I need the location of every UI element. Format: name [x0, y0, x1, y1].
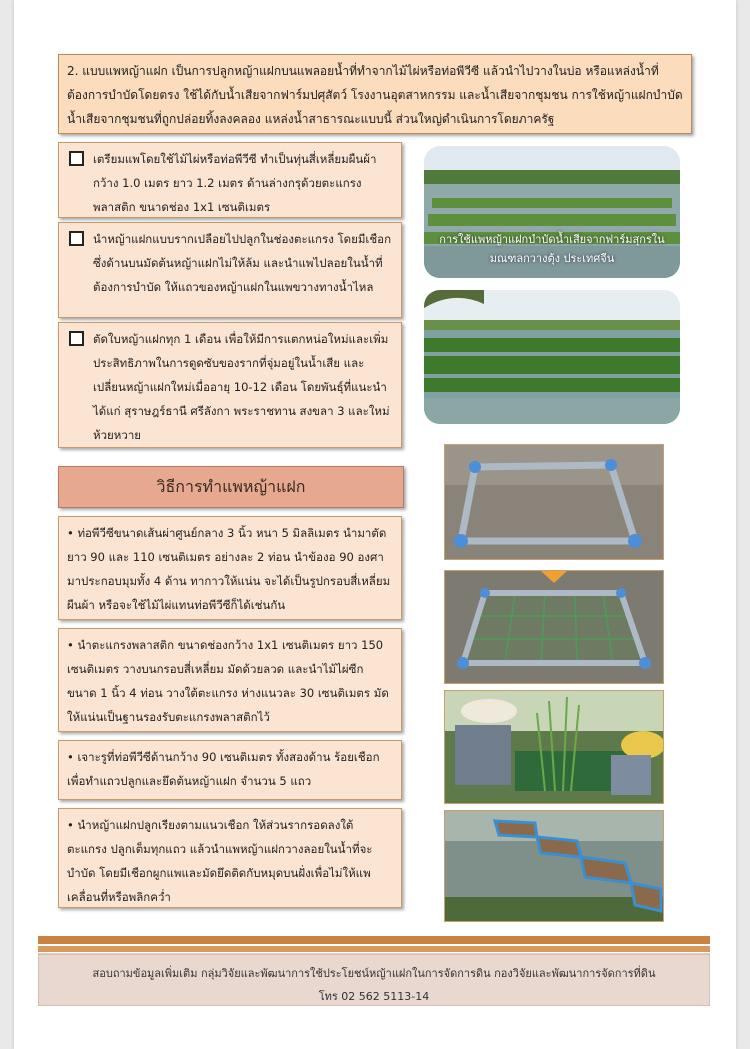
method-title: วิธีการทำแพหญ้าแฝก [58, 466, 404, 508]
floating-raft-photo [444, 810, 664, 922]
step-box [58, 740, 402, 800]
checklist-text: เตรียมแพโดยใช้ไม้ไผ่หรือท่อพีวีซี ทำเป็นทุ่นสี่เหลี่ยมผืนผ้า กว้าง 1.0 เมตร ยาว 1.2 เมตร ด้านล่างกรุด้วยตะแกรงพลาสติก ขนาดช่อง 1x1 เซนติเมตร [93, 152, 377, 214]
step-box [58, 516, 402, 620]
checklist-item [58, 142, 402, 218]
footer [38, 936, 710, 1006]
vetiver-pond-photo [424, 146, 680, 278]
step-box [58, 808, 402, 908]
photo-caption: การใช้แพหญ้าแฝกบำบัดน้ำเสียจากฟาร์มสุกรในมณฑลกวางตุ้ง ประเทศจีน [439, 233, 665, 265]
footer-text [38, 962, 710, 1008]
checkbox-icon [69, 231, 84, 246]
checkbox-icon [69, 151, 84, 166]
pvc-frame-photo [444, 444, 664, 560]
planting-photo [444, 690, 664, 804]
footer-phone-line: โทร 02 562 5113-14 [318, 990, 430, 1003]
vetiver-field-photo [424, 290, 680, 424]
intro-box [58, 54, 692, 134]
step-text: • เจาะรูที่ท่อพีวีซีด้านกว้าง 90 เซนติเมตร ทั้งสองด้าน ร้อยเชือกเพื่อทำแถวปลูกและยึดต้นหญ้าแฝก จำนวน 5 แถว [67, 750, 380, 788]
intro-text: 2. แบบแพหญ้าแฝก เป็นการปลูกหญ้าแฝกบนแพลอยน้ำที่ทำจากไม้ไผ่หรือท่อพีวีซี แล้วนำไปวางในบ่อ หรือแหล่งน้ำที่ต้องการบำบัดโดยตรง ใช้ได้กับน้ำเสียจากฟาร์มปศุสัตว์ โรงงานอุตสาหกรรม และน้ำเสียจากชุมชน การใช้หญ้าแฝกบำบัดน้ำเสียจากชุมชนที่ถูกปล่อยทิ้งลงคลอง แหล่งน้ำสาธารณะแบบนี้ ส่วนใหญ่ดำเนินการโดยภาครัฐ [67, 64, 683, 126]
checklist-text: นำหญ้าแฝกแบบรากเปลือยไปปลูกในช่องตะแกรง โดยมีเชือกซึ่งด้านบนมัดต้นหญ้าแฝกไม่ให้ล้ม และนำแพไปลอยในน้ำที่ต้องการบำบัด ให้แถวของหญ้าแฝกในแพขวางทางน้ำไหล [93, 232, 392, 294]
step-text: • ท่อพีวีซีขนาดเส้นผ่าศูนย์กลาง 3 นิ้ว หนา 5 มิลลิเมตร นำมาตัดยาว 90 และ 110 เซนติเมตร อย่างละ 2 ท่อน นำข้องอ 90 องศา มาประกอบมุมทั้ง 4 ด้าน ทากาวให้แน่น จะได้เป็นรูปกรอบสี่เหลี่ยมผืนผ้า หรือจะใช้ไม้ไผ่แทนท่อพีวีซีก็ได้เช่นกัน [67, 526, 391, 612]
step-box [58, 628, 402, 732]
step-text: • นำหญ้าแฝกปลูกเรียงตามแนวเชือก ให้ส่วนรากรอดลงใต้ตะแกรง ปลูกเต็มทุกแถว แล้วนำแพหญ้าแฝกวางลอยในน้ำที่จะบำบัด โดยมีเชือกผูกแพและมัดยึดติดกับหมุดบนฝั่งเพื่อไม่ให้แพเคลื่อนที่หรือพลิกคว่ำ [67, 818, 373, 904]
checklist-item [58, 222, 402, 318]
step-text: • นำตะแกรงพลาสติก ขนาดช่องกว้าง 1x1 เซนติเมตร ยาว 150 เซนติเมตร วางบนกรอบสี่เหลี่ยม มัดด้วยลวด และนำไม้ไผ่ซีก ขนาด 1 นิ้ว 4 ท่อน วางใต้ตะแกรง ห่างแนวละ 30 เซนติเมตร มัดให้แน่นเป็นฐานรองรับตะแกรงพลาสติกไว้ [67, 638, 389, 724]
footer-contact-line: สอบถามข้อมูลเพิ่มเติม กลุ่มวิจัยและพัฒนาการใช้ประโยชน์หญ้าแฝกในการจัดการดิน กองวิจัยและพัฒนาการจัดการที่ดิน [92, 967, 656, 980]
checkbox-icon [69, 331, 84, 346]
poster-page [14, 0, 736, 1049]
checklist-text: ตัดใบหญ้าแฝกทุก 1 เดือน เพื่อให้มีการแตกหน่อใหม่และเพิ่มประสิทธิภาพในการดูดซับของรากที่จุ่มอยู่ในน้ำเสีย และเปลี่ยนหญ้าแฝกใหม่เมื่ออายุ 10-12 เดือน โดยพันธุ์ที่แนะนำ ได้แก่ สุราษฎร์ธานี ศรีลังกา พระราชทาน สงขลา 3 และใหม่ห้วยหวาย [93, 332, 390, 442]
checklist-item [58, 322, 402, 448]
mesh-frame-photo [444, 570, 664, 684]
